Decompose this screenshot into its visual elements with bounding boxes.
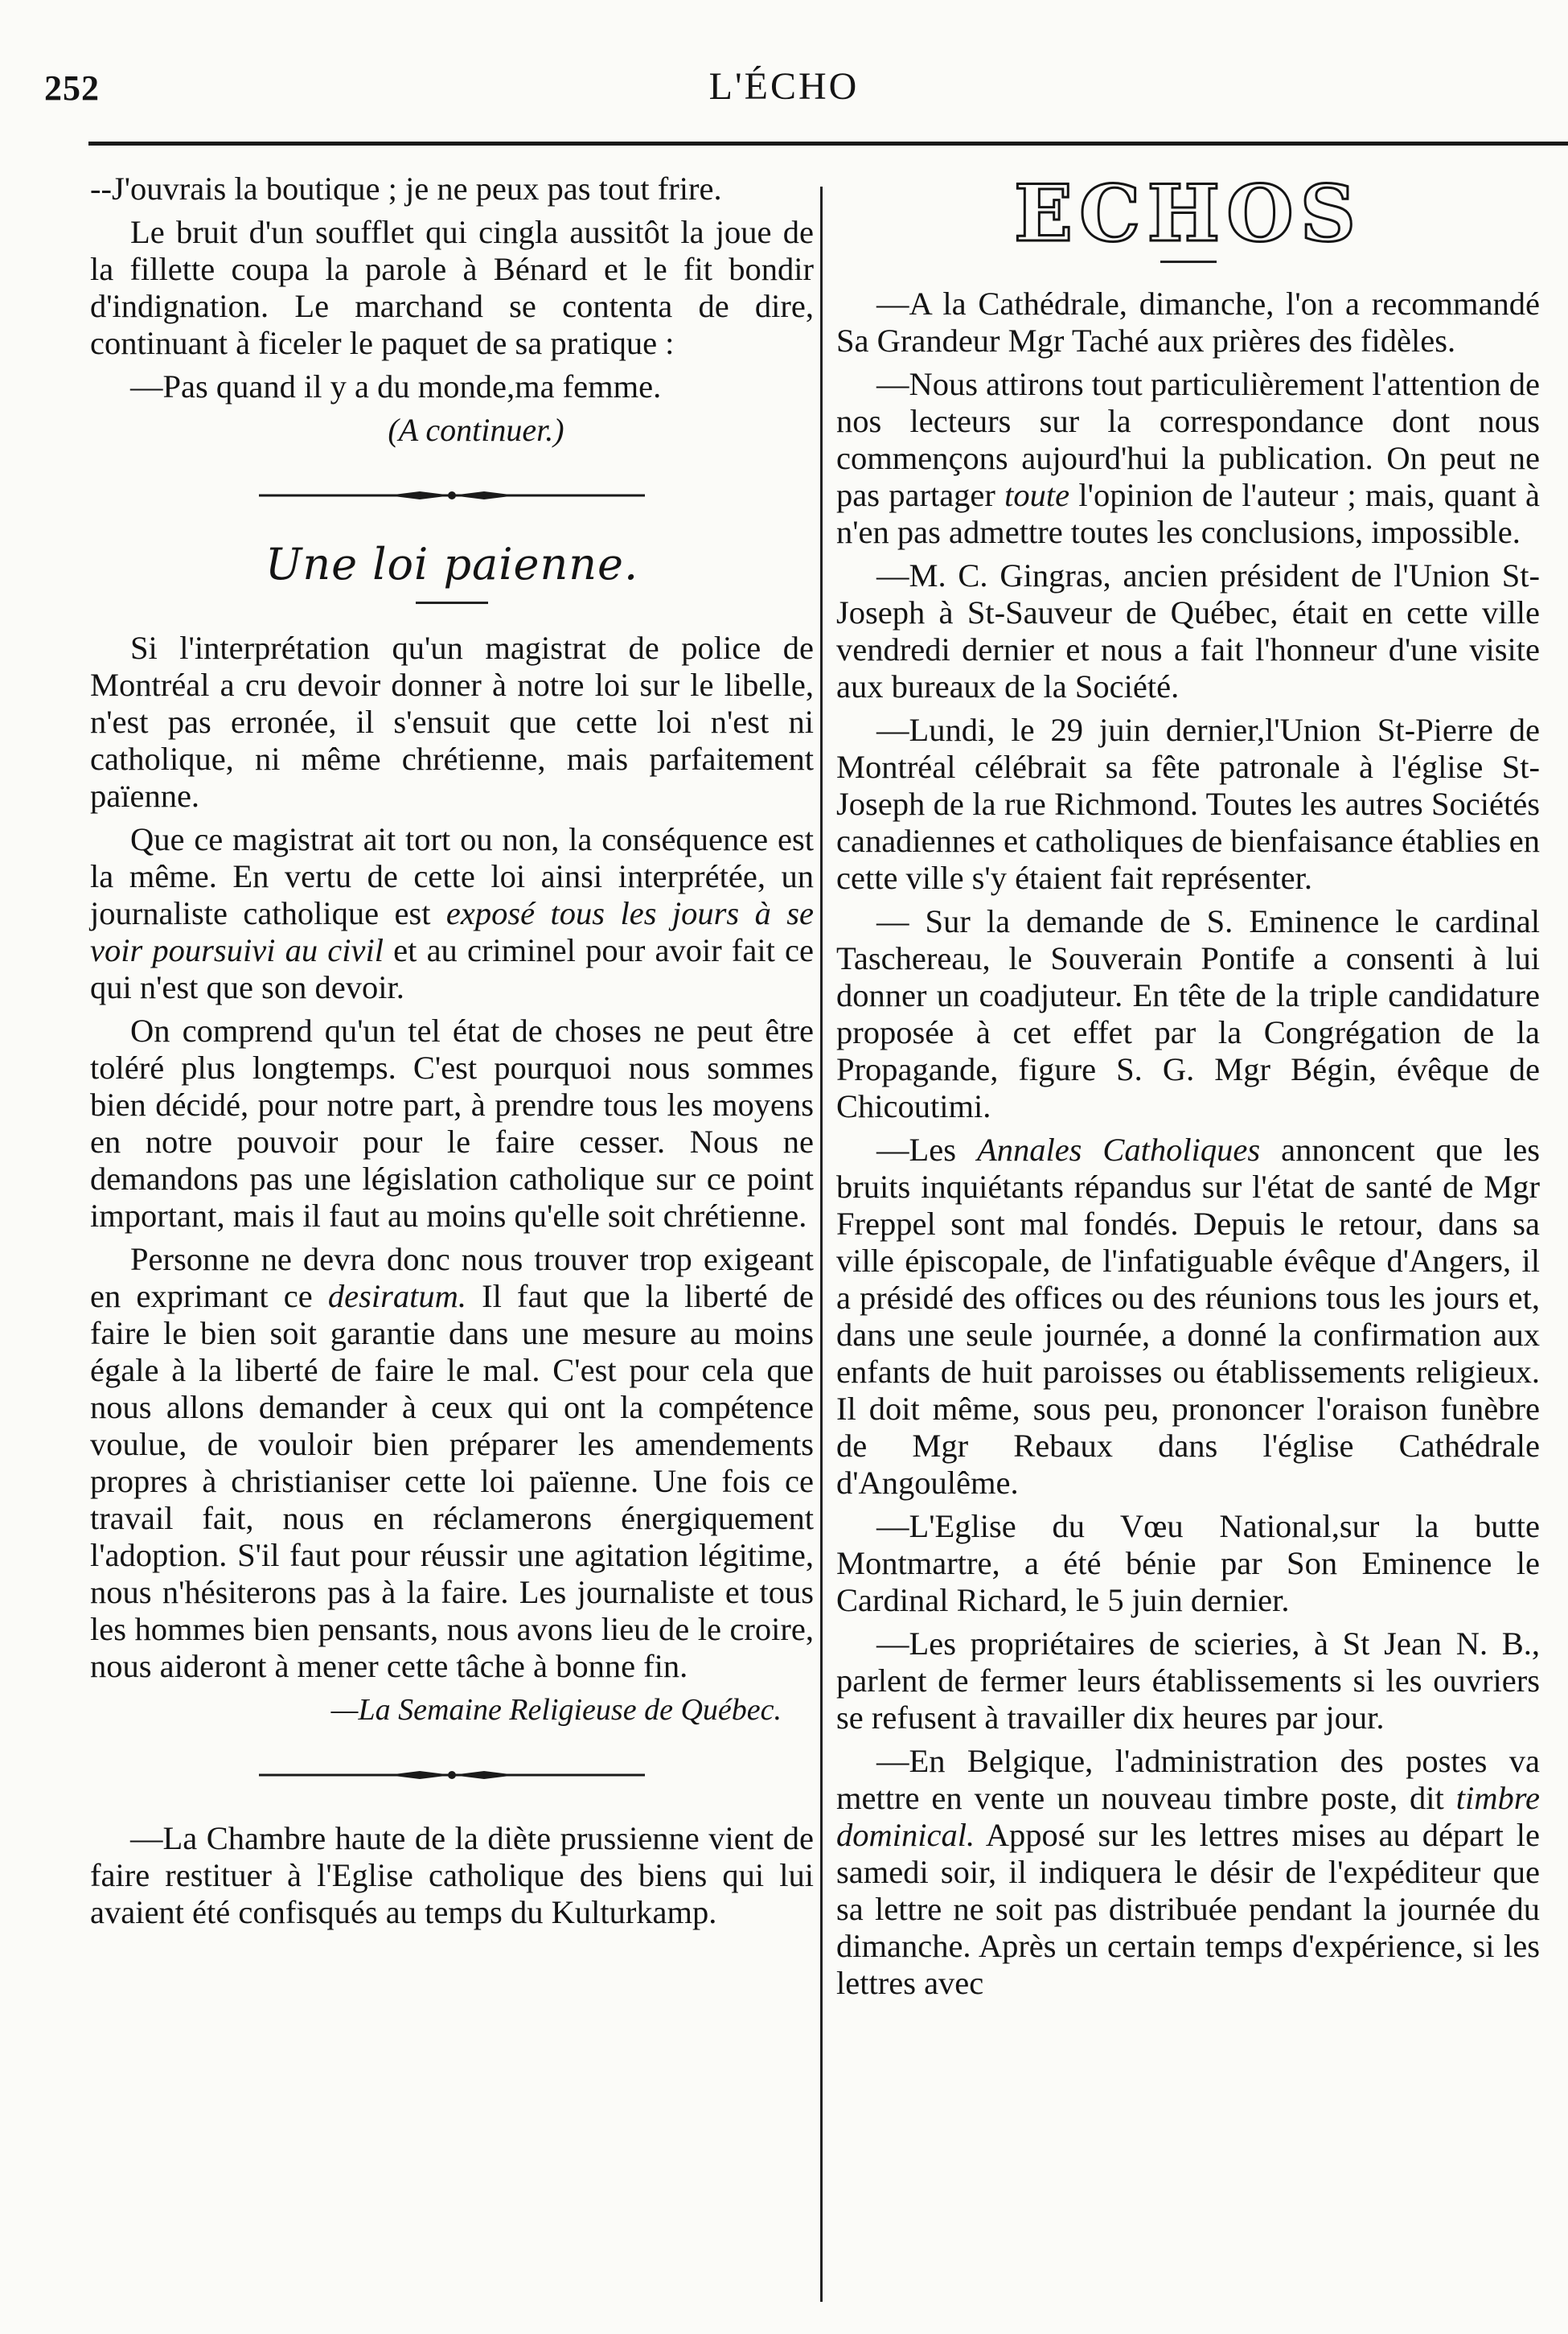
- echo-item: —Lundi, le 29 juin dernier,l'Union St-Pierre de Montréal célébrait sa fête patronale à l'église St-Joseph de la rue Richmond. Toutes les autres Sociétés canadiennes et catholiques de bienfaisance établies en cette ville s'y étaient fait représenter.: [836, 712, 1540, 896]
- story-paragraph: --J'ouvrais la boutique ; je ne peux pas tout frire.: [90, 171, 722, 207]
- page-header: [0, 0, 1568, 137]
- page-number: 252: [44, 68, 100, 108]
- article-paragraph: On comprend qu'un tel état de choses ne peut être toléré plus longtemps. C'est pourquoi nous sommes bien décidé, pour notre part, à prendre tous les moyens en notre pouvoir pour le faire cesser. Nous ne demandons pas une législation catholique sur ce point important, mais il faut au moins qu'elle soit chrétienne.: [90, 1013, 814, 1234]
- ornament-divider: [259, 489, 645, 502]
- to-continue-note: (A continuer.): [388, 412, 564, 448]
- running-title: L'ÉCHO: [708, 65, 860, 108]
- article-source: —La Semaine Religieuse de Québec.: [330, 1693, 782, 1727]
- right-column: [836, 168, 1541, 2008]
- title-rule: [416, 602, 488, 604]
- ornament-divider: [259, 1769, 645, 1781]
- echo-item: —Les Annales Catholiques annoncent que les bruits inquiétants répandus sur l'état de santé de Mgr Freppel sont mal fondés. Depuis le retour, dans sa ville épiscopale, de l'infatiguable évêque d'Angers, il a présidé des offices ou des réunions tous les jours et, dans une seule journée, a donné la confirmation aux enfants de huit paroisses ou établissements religieux. Il doit même, sous peu, prononcer l'oraison funèbre de Mgr Rebaux dans l'église Cathédrale d'Angoulême.: [836, 1132, 1540, 1501]
- header-rule: [88, 142, 1568, 146]
- echo-item: —En Belgique, l'administration des postes va mettre en vente un nouveau timbre poste, dit timbre dominical. Apposé sur les lettres mises au départ le samedi soir, il indiquera le désir de l'expéditeur que sa lettre ne soit pas distribuée pendant la journée du dimanche. Après un certain temps d'expérience, si les lettres avec: [836, 1743, 1540, 2001]
- echo-item: —Nous attirons tout particulièrement l'attention de nos lecteurs sur la correspondance dont nous commençons aujourd'hui la publication. On peut ne pas partager toute l'opinion de l'auteur ; mais, quant à n'en pas admettre toutes les conclusions, impossible.: [836, 366, 1541, 550]
- article-paragraph: Personne ne devra donc nous trouver trop exigeant en exprimant ce desiratum. Il faut que la liberté de faire le bien soit garantie dans une mesure au moins égale à la liberté de faire le mal. C'est pour cela que nous allons demander à ceux qui ont la compétence voulue, de vouloir bien préparer les amendements propres à christianiser cette loi païenne. Une fois ce travail fait, nous en réclamerons énergiquement l'adoption. S'il faut pour réussir une agitation légitime, nous n'hésiterons pas à la faire. Les journaliste et tous les hommes bien pensants, nous avons lieu de le croire, nous aideront à mener cette tâche à bonne fin.: [90, 1241, 814, 1684]
- echos-title: ECHOS: [1013, 168, 1363, 259]
- echo-item: —Les propriétaires de scieries, à St Jean N. B., parlent de fermer leurs établissements si les ouvriers se refusent à travailler dix heures par jour.: [836, 1625, 1540, 1736]
- left-column: [90, 171, 814, 1937]
- echo-item: —A la Cathédrale, dimanche, l'on a recommandé Sa Grandeur Mgr Taché aux prières des fidèles.: [836, 286, 1540, 359]
- article-title: Une loi paienne.: [265, 539, 639, 590]
- article-paragraph: Si l'interprétation qu'un magistrat de police de Montréal a cru devoir donner à notre loi sur le libelle, n'est pas erronée, il s'ensuit que cette loi n'est ni catholique, ni même chrétienne, mais parfaitement païenne.: [90, 630, 814, 814]
- article-paragraph: Que ce magistrat ait tort ou non, la conséquence est la même. En vertu de cette loi ainsi interprétée, un journaliste catholique est exposé tous les jours à se voir poursuivi au civil et au criminel pour avoir fait ce qui n'est que son devoir.: [90, 821, 815, 1005]
- story-paragraph: —Pas quand il y a du monde,ma femme.: [130, 368, 662, 405]
- echo-item: — Sur la demande de S. Eminence le cardinal Taschereau, le Souverain Pontife a consenti à lui donner un coadjuteur. En tête de la triple candidature proposée à cet effet par la Congrégation de la Propagande, figure S. G. Mgr Bégin, évêque de Chicoutimi.: [836, 903, 1540, 1124]
- news-note: —La Chambre haute de la diète prussienne vient de faire restituer à l'Eglise catholique des biens qui lui avaient été confisqués au temps du Kulturkamp.: [90, 1820, 814, 1930]
- echo-item: —L'Eglise du Vœu National,sur la butte Montmartre, a été bénie par Son Eminence le Cardinal Richard, le 5 juin dernier.: [836, 1508, 1540, 1618]
- echo-item: —M. C. Gingras, ancien président de l'Union St-Joseph à St-Sauveur de Québec, était en cette ville vendredi dernier et nous a fait l'honneur d'une visite aux bureaux de la Société.: [836, 557, 1540, 705]
- title-rule: [1160, 261, 1217, 263]
- column-divider: [820, 187, 823, 2302]
- story-paragraph: Le bruit d'un soufflet qui cingla aussitôt la joue de la fillette coupa la parole à Bénard et le fit bondir d'indignation. Le marchand se contenta de dire, continuant à ficeler le paquet de sa pratique :: [90, 214, 814, 361]
